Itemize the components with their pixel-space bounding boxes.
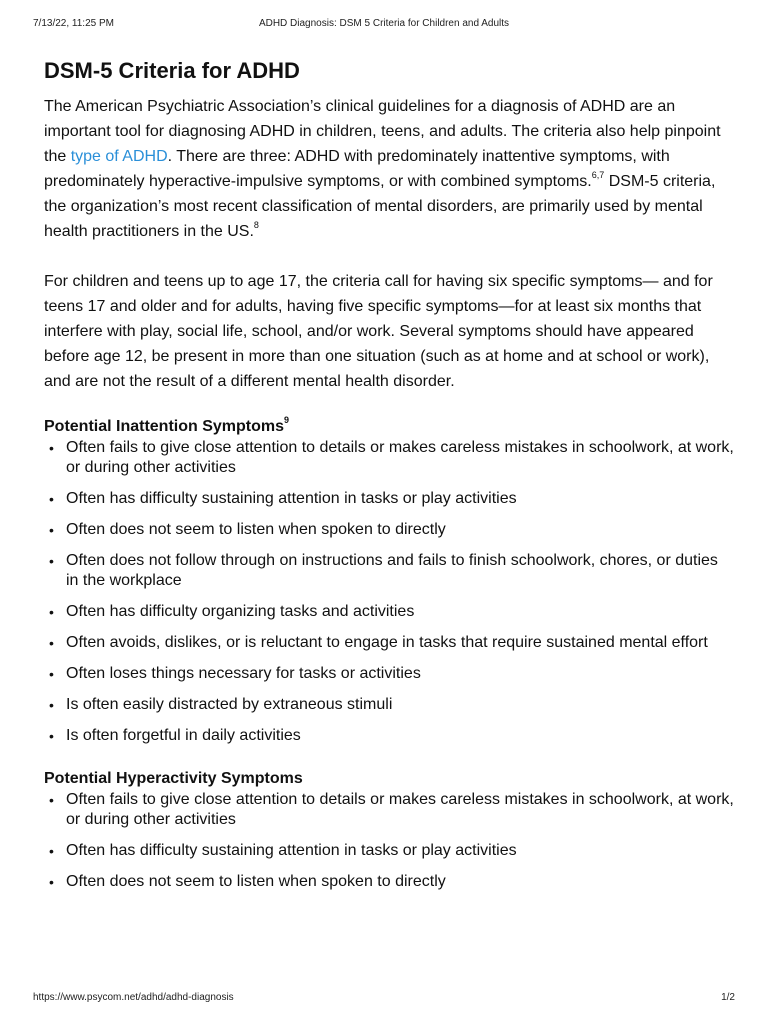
bullet-icon: • [49,843,54,859]
inattention-heading-text: Potential Inattention Symptoms [44,418,285,435]
symptom-text: Often loses things necessary for tasks or activities [66,665,421,682]
symptom-list-item [44,633,734,653]
symptom-list-item [44,726,734,746]
bullet-icon: • [49,440,54,456]
bullet-icon: • [49,491,54,507]
symptom-list-item [44,438,734,478]
inattention-heading [44,416,734,438]
symptom-text: Often fails to give close attention to details or makes careless mistakes in schoolwork, at work, or during other activities [66,439,734,476]
symptom-list-item [44,695,734,715]
symptom-text: Often avoids, dislikes, or is reluctant to engage in tasks that require sustained mental effort [66,634,708,651]
hyperactivity-heading: Potential Hyperactivity Symptoms [44,770,303,787]
inattention-symptom-list [44,438,734,746]
bullet-icon: • [49,553,54,569]
symptom-list-item [44,551,734,591]
symptom-text: Is often forgetful in daily activities [66,727,301,744]
symptom-list-item [44,489,734,509]
reference-superscript: 8 [253,220,259,230]
hyperactivity-symptom-list [44,790,734,892]
symptom-text: Often does not seem to listen when spoken to directly [66,521,446,538]
symptom-text: Is often easily distracted by extraneous stimuli [66,696,393,713]
article-heading: DSM-5 Criteria for ADHD [44,58,300,83]
print-page-number: 1/2 [721,992,735,1003]
criteria-paragraph: For children and teens up to age 17, the criteria call for having six specific symptoms— and for teens 17 and older and for adults, having five specific symptoms—for at least six months that interfere with play, social life, school, and/or work. Several symptoms should have appeared before age 12, be present in more than one situation (such as at home and at school or work), and are not the result of a different mental health disorder. [44,273,713,390]
bullet-icon: • [49,666,54,682]
reference-superscript: 6,7 [591,170,605,180]
intro-text-2: . There are three: ADHD with predominately inattentive symptoms, with predominately hyperactive-impulsive symptoms, or with combined symptoms. [44,148,670,190]
symptom-text: Often does not seem to listen when spoken to directly [66,873,446,890]
intro-text-1: The American Psychiatric Association’s clinical guidelines for a diagnosis of ADHD are an important tool for diagnosing ADHD in children, teens, and adults. The criteria also help pinpoint the [44,98,721,165]
intro-paragraph [44,94,734,244]
symptom-text: Often has difficulty sustaining attention in tasks or play activities [66,842,517,859]
bullet-icon: • [49,697,54,713]
bullet-icon: • [49,874,54,890]
print-datetime: 7/13/22, 11:25 PM [33,18,114,29]
print-page-title: ADHD Diagnosis: DSM 5 Criteria for Children and Adults [258,18,510,29]
symptom-list-item [44,872,734,892]
symptom-text: Often has difficulty organizing tasks and activities [66,603,415,620]
intro-text-3: DSM-5 criteria, the organization’s most recent classification of mental disorders, are primarily used by mental health practitioners in the US. [44,173,716,240]
bullet-icon: • [49,635,54,651]
bullet-icon: • [49,604,54,620]
symptom-text: Often does not follow through on instructions and fails to finish schoolwork, chores, or duties in the workplace [66,552,718,589]
reference-superscript: 9 [284,415,290,425]
bullet-icon: • [49,522,54,538]
article-body [44,56,734,903]
symptom-text: Often has difficulty sustaining attention in tasks or play activities [66,490,517,507]
symptom-text: Often fails to give close attention to details or makes careless mistakes in schoolwork, at work, or during other activities [66,791,734,828]
symptom-list-item [44,790,734,830]
type-of-adhd-link[interactable]: type of ADHD [70,148,168,165]
print-url: https://www.psycom.net/adhd/adhd-diagnosis [33,992,234,1003]
symptom-list-item [44,664,734,684]
symptom-list-item [44,520,734,540]
bullet-icon: • [49,792,54,808]
bullet-icon: • [49,728,54,744]
symptom-list-item [44,841,734,861]
symptom-list-item [44,602,734,622]
